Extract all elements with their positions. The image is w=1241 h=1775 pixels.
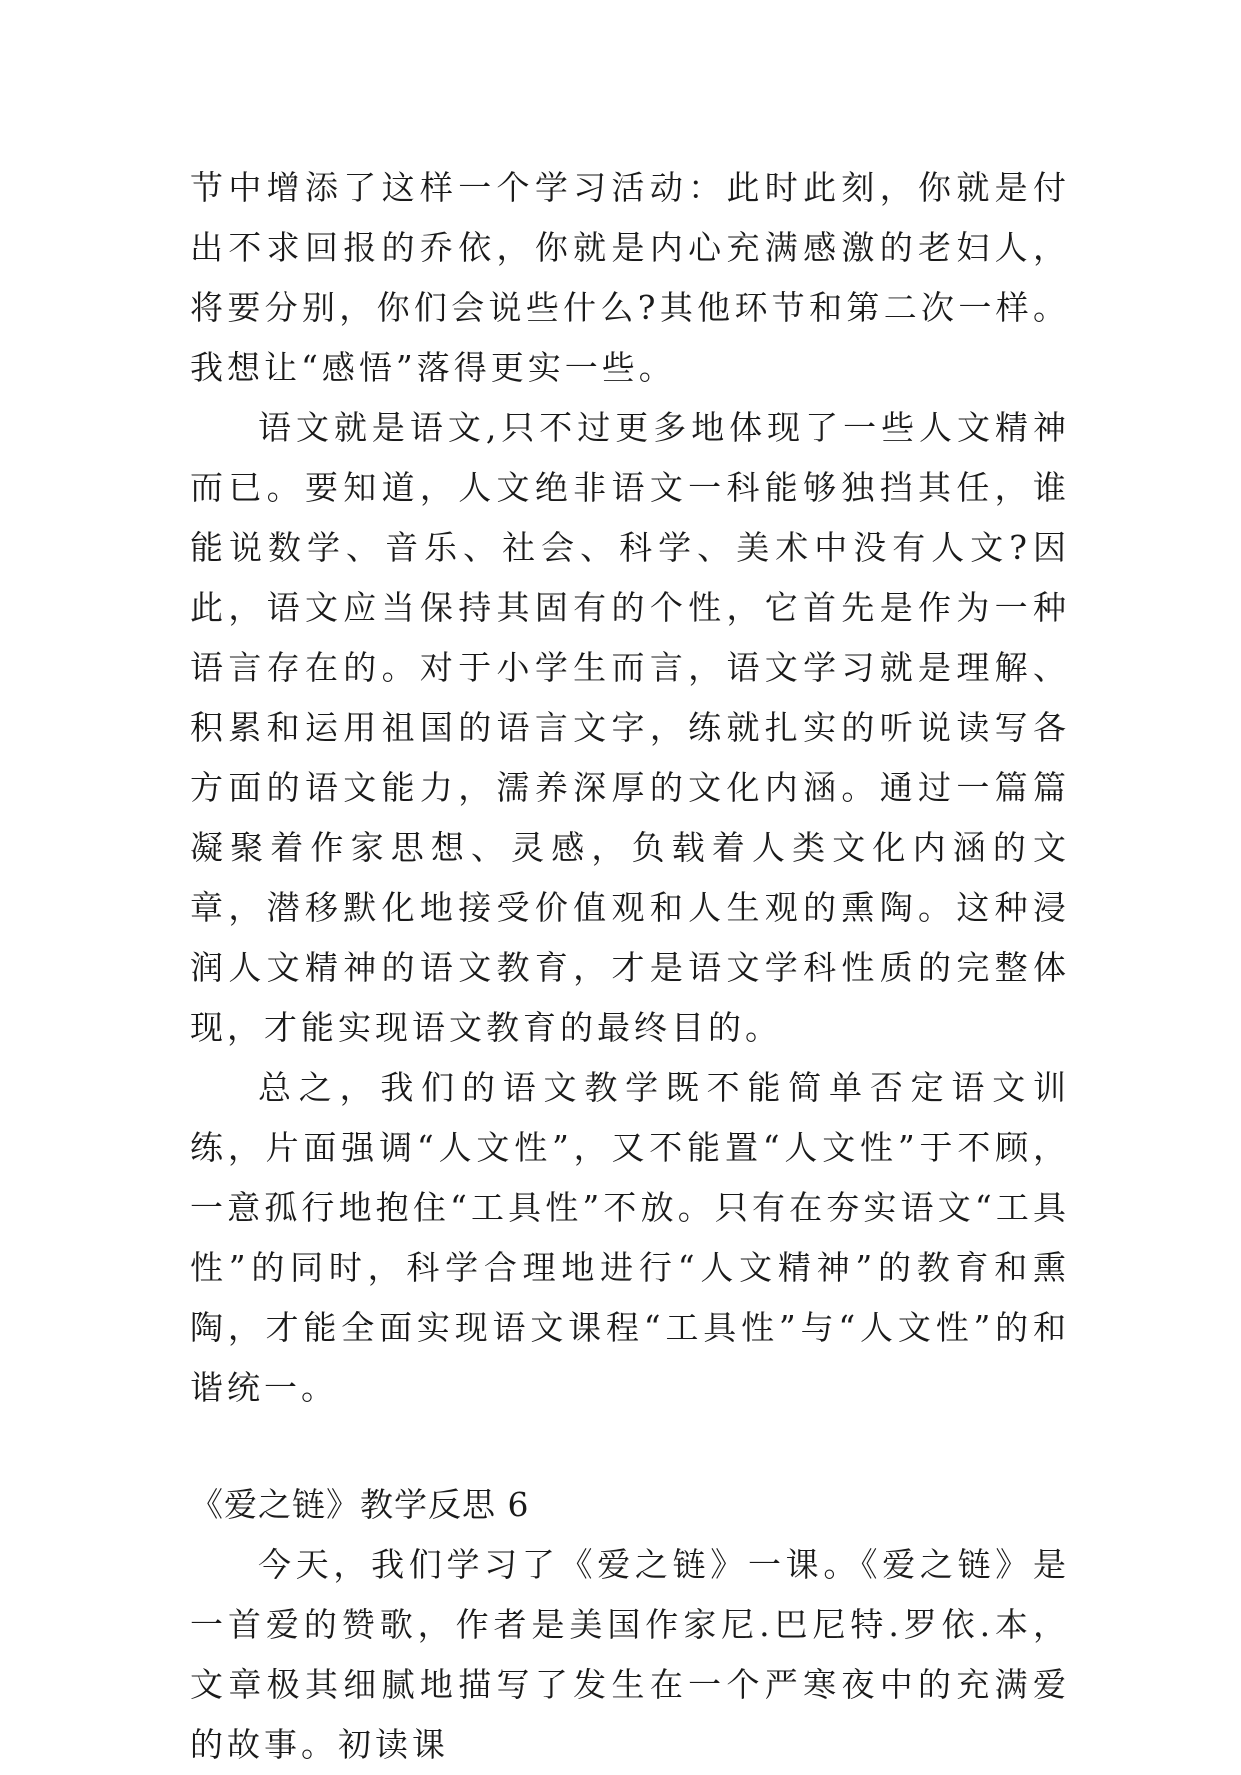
paragraph-3: 总之，我们的语文教学既不能简单否定语文训练，片面强调“人文性”，又不能置“人文性”于不顾，一意孤行地抱住“工具性”不放。只有在夯实语文“工具性”的同时，科学合理地进行“人文精神”的教育和熏陶，才能全面实现语文课程“工具性”与“人文性”的和谐统一。 — [190, 1068, 1070, 1407]
section-title: 《爱之链》教学反思 6 — [190, 1485, 530, 1524]
paragraph-2: 语文就是语文,只不过更多地体现了一些人文精神而已。要知道，人文绝非语文一科能够独挡其任，谁能说数学、音乐、社会、科学、美术中没有人文?因此，语文应当保持其固有的个性，它首先是作为一种语言存在的。对于小学生而言，语文学习就是理解、积累和运用祖国的语言文字，练就扎实的听说读写各方面的语文能力，濡养深厚的文化内涵。通过一篇篇凝聚着作家思想、灵感，负载着人类文化内涵的文章，潜移默化地接受价值观和人生观的熏陶。这种浸润人文精神的语文教育，才是语文学科性质的完整体现，才能实现语文教育的最终目的。 — [190, 408, 1070, 1047]
paragraph-1: 节中增添了这样一个学习活动：此时此刻，你就是付出不求回报的乔依，你就是内心充满感激的老妇人，将要分别，你们会说些什么?其他环节和第二次一样。我想让“感悟”落得更实一些。 — [190, 168, 1070, 387]
paragraph-4: 今天，我们学习了《爱之链》一课。《爱之链》是一首爱的赞歌，作者是美国作家尼.巴尼特.罗依.本，文章极其细腻地描写了发生在一个严寒夜中的充满爱的故事。初读课 — [190, 1545, 1070, 1764]
document-body — [190, 158, 1070, 1775]
